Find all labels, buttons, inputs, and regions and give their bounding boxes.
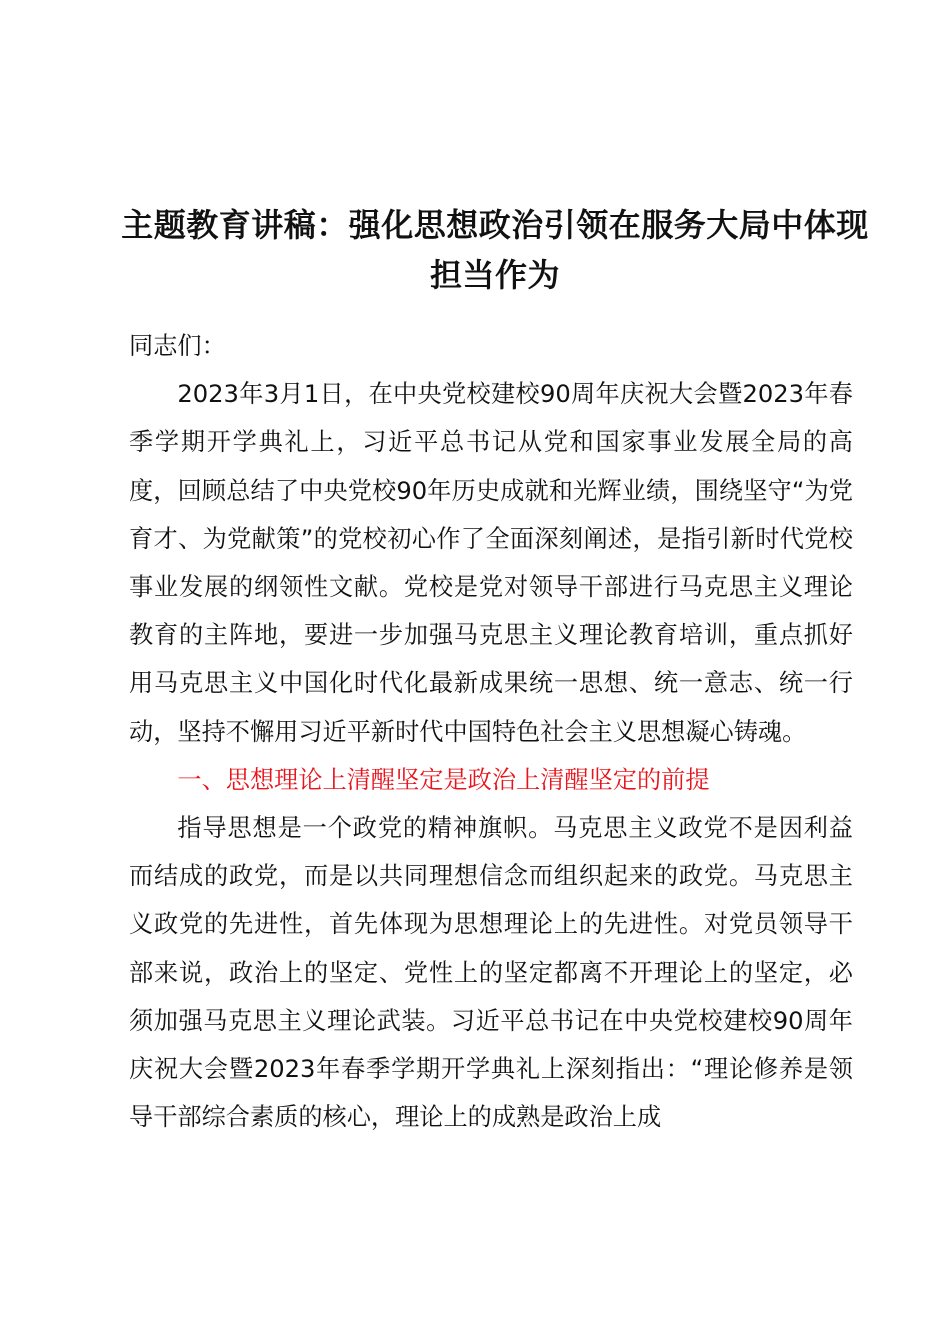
body-paragraph: 指导思想是一个政党的精神旗帜。马克思主义政党不是因利益而结成的政党，而是以共同理想信念而组织起来的政党。马克思主义政党的先进性，首先体现为思想理论上的先进性。对党员领导干部来说，政治上的坚定、党性上的坚定都离不开理论上的坚定，必须加强马克思主义理论武装。习近平总书记在中央党校建校90周年庆祝大会暨2023年春季学期开学典礼上深刻指出：“理论修养是领导干部综合素质的核心，理论上的成熟是政治上成 [129, 814, 853, 1132]
section-heading: 一、思想理论上清醒坚定是政治上清醒坚定的前提 [177, 765, 710, 794]
document-title: 主题教育讲稿：强化思想政治引领在服务大局中体现担当作为 [121, 206, 869, 294]
body-paragraph: 2023年3月1日，在中央党校建校90周年庆祝大会暨2023年春季学期开学典礼上，习近平总书记从党和国家事业发展全局的高度，回顾总结了中央党校90年历史成就和光辉业绩，围绕坚守“为党育才、为党献策”的党校初心作了全面深刻阐述，是指引新时代党校事业发展的纲领性文献。党校是党对领导干部进行马克思主义理论教育的主阵地，要进一步加强马克思主义理论教育培训，重点抓好用马克思主义中国化时代化最新成果统一思想、统一意志、统一行动，坚持不懈用习近平新时代中国特色社会主义思想凝心铸魂。 [129, 380, 853, 746]
salutation: 同志们： [129, 332, 226, 360]
document-body [129, 322, 853, 1141]
